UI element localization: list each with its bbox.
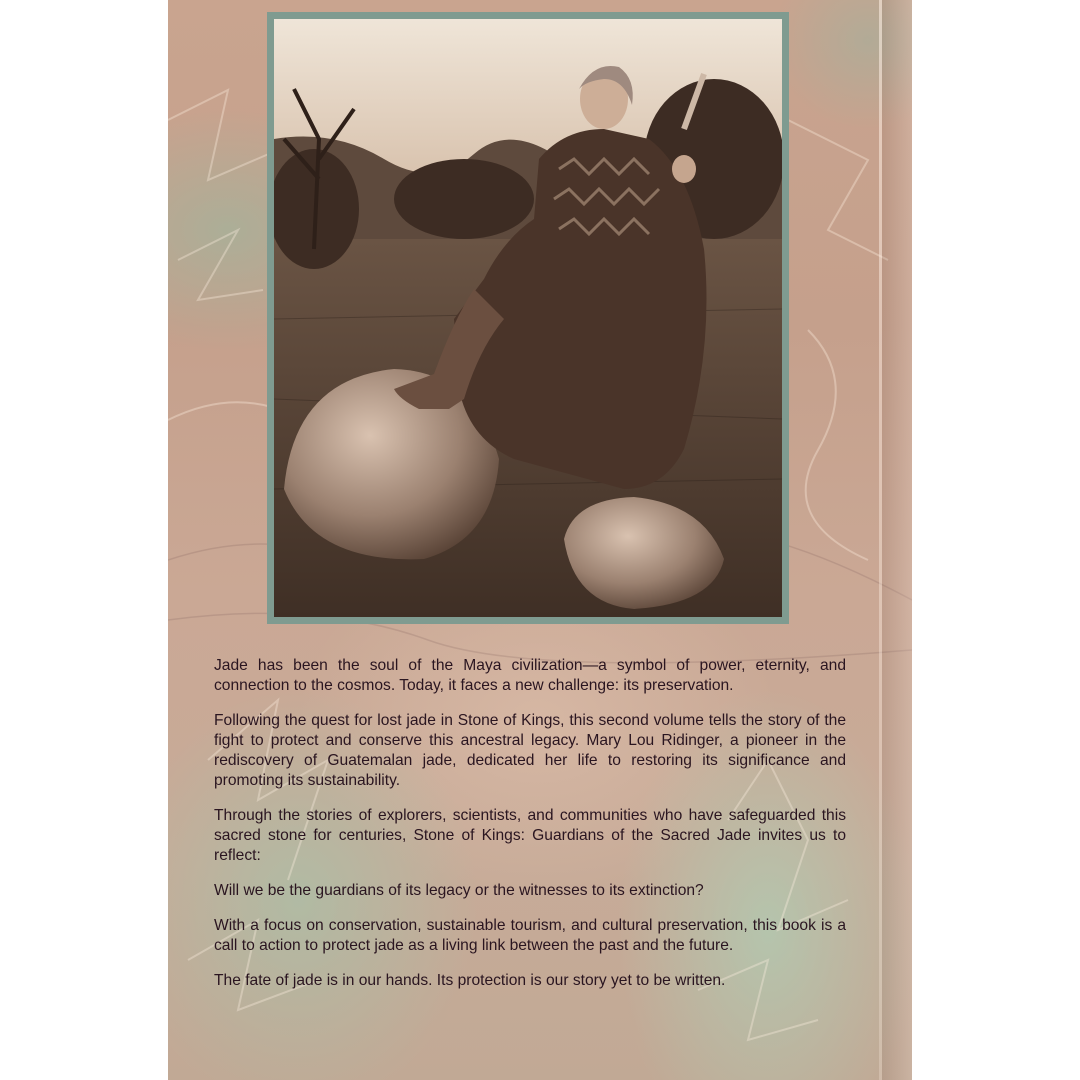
woman-on-stone-photo	[274, 19, 782, 617]
woman-on-stone-photo-icon	[274, 19, 782, 617]
paragraph-second-volume: Following the quest for lost jade in Stone of Kings, this second volume tells the story of the fight to protect and conserve this ancestral legacy. Mary Lou Ridinger, a pioneer in the rediscovery of Guatemalan jade, dedicated her life to restoring its significance and promoting its sustainability.	[214, 712, 846, 789]
photo-frame	[267, 12, 789, 624]
spine-fold-line	[879, 0, 882, 1080]
book-back-cover	[168, 0, 912, 1080]
paragraph-stories: Through the stories of explorers, scientists, and communities who have safeguarded this sacred stone for centuries, Stone of Kings: Guardians of the Sacred Jade invites us to reflect:	[214, 807, 846, 864]
paragraph-intro: Jade has been the soul of the Maya civilization—a symbol of power, eternity, and connection to the cosmos. Today, it faces a new challenge: its preservation.	[214, 657, 846, 694]
paragraph-closing: The fate of jade is in our hands. Its protection is our story yet to be written.	[214, 972, 726, 989]
spine-edge	[882, 0, 912, 1080]
paragraph-question: Will we be the guardians of its legacy or the witnesses to its extinction?	[214, 882, 704, 899]
paragraph-focus: With a focus on conservation, sustainable tourism, and cultural preservation, this book is a call to action to protect jade as a living link between the past and the future.	[214, 917, 846, 954]
back-cover-blurb	[214, 656, 846, 1006]
